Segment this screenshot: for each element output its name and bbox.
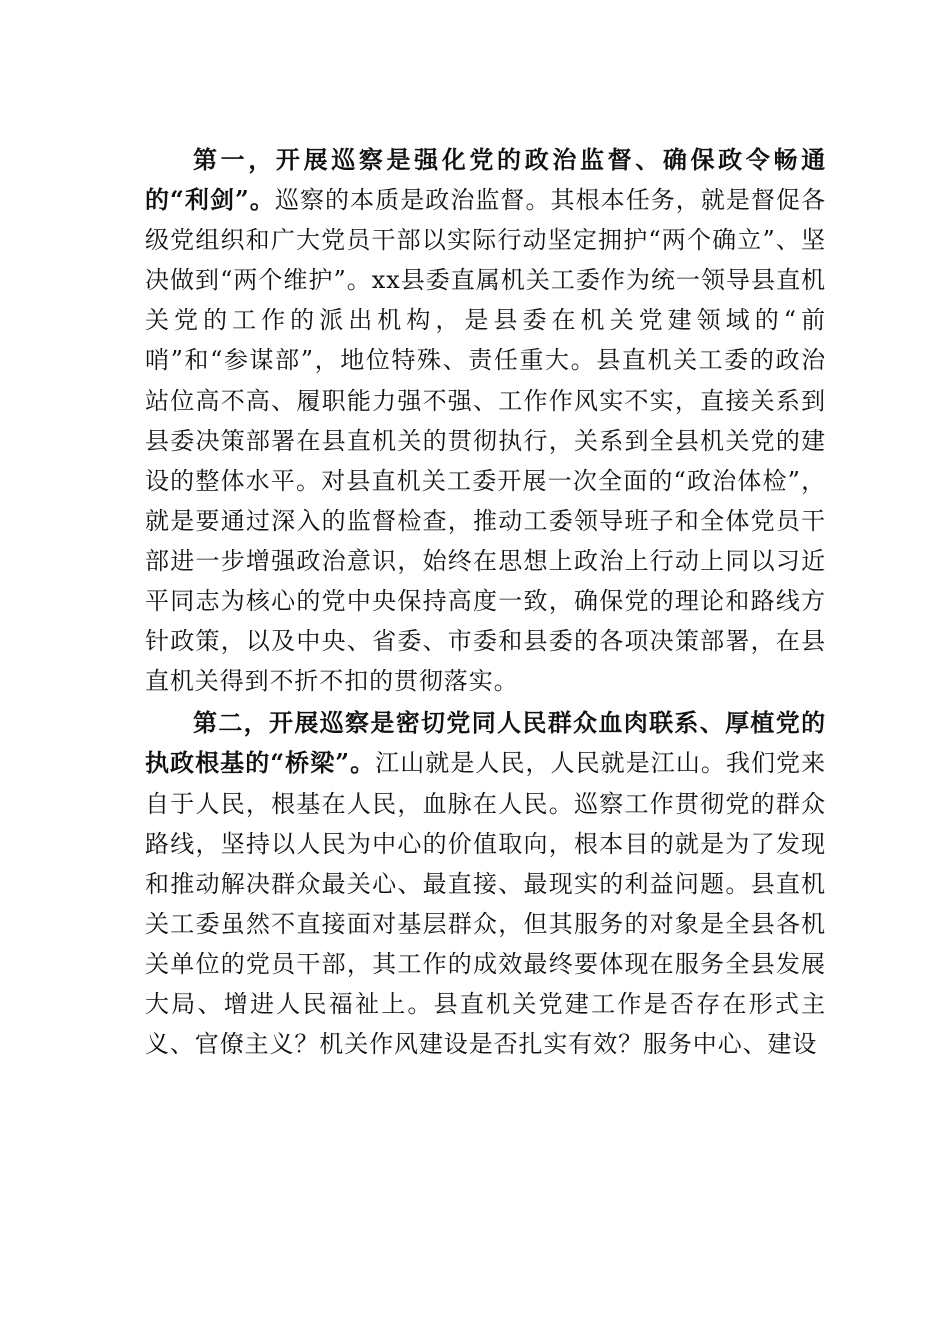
paragraph-text: 巡察的本质是政治监督。其根本任务，就是督促各级党组织和广大党员干部以实际行动坚定拥护“两个确立”、坚决做到“两个维护”。xx县委直属机关工委作为统一领导县直机关党的工作的派出机构，是县委在机关党建领域的“前哨”和“参谋部”，地位特殊、责任重大。县直机关工委的政治站位高不高、履职能力强不强、工作作风实不实，直接关系到县委决策部署在县直机关的贯彻执行，关系到全县机关党的建设的整体水平。对县直机关工委开展一次全面的“政治体检”，就是要通过深入的监督检查，推动工委领导班子和全体党员干部进一步增强政治意识，始终在思想上政治上行动上同以习近平同志为核心的党中央保持高度一致，确保党的理论和路线方针政策，以及中央、省委、市委和县委的各项决策部署，在县直机关得到不折不扣的贯彻落实。 <box>145 186 826 696</box>
paragraph-second <box>145 703 826 1064</box>
paragraph-first <box>145 140 826 701</box>
document-body <box>145 140 826 1064</box>
paragraph-text: 江山就是人民，人民就是江山。我们党来自于人民，根基在人民，血脉在人民。巡察工作贯彻党的群众路线，坚持以人民为中心的价值取向，根本目的就是为了发现和推动解决群众最关心、最直接、最现实的利益问题。县直机关工委虽然不直接面对基层群众，但其服务的对象是全县各机关单位的党员干部，其工作的成效最终要体现在服务全县发展大局、增进人民福祉上。县直机关党建工作是否存在形式主义、官僚主义？机关作风建设是否扎实有效？服务中心、建设 <box>145 749 827 1059</box>
paragraph-lead: 第二，开展巡察是密切党同人民群众血肉联系、厚植党的执政根基的“桥梁”。 <box>145 708 826 778</box>
paragraph-lead: 第一，开展巡察是强化党的政治监督、确保政令畅通的“利剑”。 <box>145 145 826 215</box>
